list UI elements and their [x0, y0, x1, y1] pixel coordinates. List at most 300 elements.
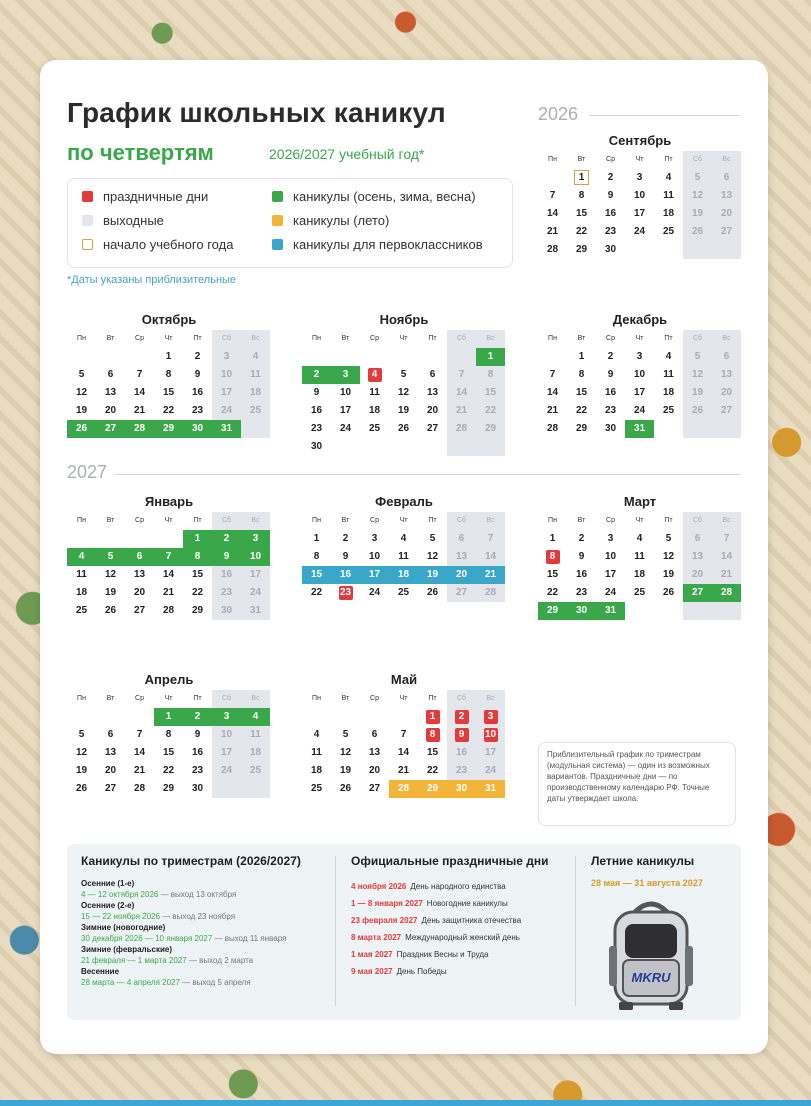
- weekday-header: Вт: [106, 335, 115, 342]
- day-cell: 29: [538, 602, 567, 620]
- day-cell: 23: [604, 405, 617, 416]
- day-cell: 13: [447, 548, 476, 566]
- empty-cell: [302, 708, 331, 726]
- trimester-name: Осенние (2-е): [81, 901, 135, 910]
- day-cell: 9: [194, 729, 201, 740]
- day-cell: 12: [397, 387, 410, 398]
- day-cell: 1: [313, 533, 320, 544]
- legend-item: [272, 237, 483, 252]
- day-cell: 17: [212, 384, 241, 402]
- day-cell: 24: [339, 423, 352, 434]
- trimester-dates: 4 — 12 октября 2026: [81, 890, 159, 899]
- day-cell: 7: [400, 729, 407, 740]
- weekday-header: Пт: [664, 335, 673, 342]
- day-cell: 15: [302, 566, 331, 584]
- empty-cell: [683, 420, 712, 438]
- weekday-header: Вт: [341, 517, 350, 524]
- day-cell: 16: [191, 387, 204, 398]
- day-cell: 23: [191, 765, 204, 776]
- day-cell: 19: [418, 566, 447, 584]
- day-cell: 17: [212, 744, 241, 762]
- day-cell: 7: [154, 548, 183, 566]
- weekday-header: Чт: [635, 335, 644, 342]
- day-cell: 21: [397, 765, 410, 776]
- empty-cell: [125, 348, 154, 366]
- day-cell: 15: [162, 387, 175, 398]
- day-cell: 26: [426, 587, 439, 598]
- day-cell: 21: [476, 566, 505, 584]
- year-label-2026: 2026: [538, 104, 579, 124]
- day-cell: 16: [604, 208, 617, 219]
- day-cell: 16: [212, 566, 241, 584]
- empty-cell: [389, 708, 418, 726]
- official-item: [351, 912, 571, 929]
- day-cell: 5: [78, 369, 85, 380]
- day-cell: 5: [665, 533, 672, 544]
- day-cell: 19: [104, 587, 117, 598]
- trimester-dates: 28 марта — 4 апреля 2027: [81, 978, 180, 987]
- day-cell: 13: [683, 548, 712, 566]
- day-cell: 18: [310, 765, 323, 776]
- weekday-header: Вт: [341, 695, 350, 702]
- day-cell: 3: [212, 348, 241, 366]
- day-cell: 3: [607, 533, 614, 544]
- year-label-2027: 2027: [67, 462, 108, 482]
- day-cell: 20: [447, 566, 476, 584]
- day-cell: 13: [133, 569, 146, 580]
- day-cell: 12: [75, 747, 88, 758]
- day-cell: 29: [162, 783, 175, 794]
- empty-cell: [302, 348, 331, 366]
- day-cell: 1: [549, 533, 556, 544]
- day-cell: 28: [389, 780, 418, 798]
- empty-cell: [125, 530, 154, 548]
- day-cell: 9: [313, 387, 320, 398]
- day-cell: 9: [607, 190, 614, 201]
- day-cell: 22: [476, 402, 505, 420]
- day-cell: 22: [546, 587, 559, 598]
- day-cell: 24: [604, 587, 617, 598]
- day-cell: 19: [662, 569, 675, 580]
- day-cell: 8: [476, 366, 505, 384]
- day-cell: 18: [662, 208, 675, 219]
- day-cell: 8: [165, 369, 172, 380]
- day-cell: 18: [389, 566, 418, 584]
- day-cell: 31: [625, 420, 654, 438]
- day-cell: 7: [476, 530, 505, 548]
- day-cell: 18: [241, 744, 270, 762]
- day-cell: 21: [546, 226, 559, 237]
- day-cell: 21: [162, 587, 175, 598]
- day-cell: 2: [607, 172, 614, 183]
- empty-cell: [389, 348, 418, 366]
- month-name: Октябрь: [141, 312, 197, 327]
- weekday-header: Вт: [106, 517, 115, 524]
- month-grid: [302, 690, 506, 798]
- day-cell: 10: [604, 551, 617, 562]
- day-cell: 30: [191, 783, 204, 794]
- day-cell: 4: [313, 729, 320, 740]
- legend-label: каникулы для первоклассников: [293, 237, 483, 252]
- day-cell: 18: [633, 569, 646, 580]
- month-calendar: [538, 131, 742, 259]
- day-cell: 5: [683, 348, 712, 366]
- day-cell: 8: [578, 190, 585, 201]
- day-cell: 11: [311, 747, 322, 758]
- backpack-illustration: [605, 898, 697, 1016]
- day-cell: 9: [607, 369, 614, 380]
- weekday-header: Пн: [548, 156, 557, 163]
- day-cell: 20: [426, 405, 439, 416]
- official-item: [351, 929, 571, 946]
- day-cell: 2: [183, 708, 212, 726]
- column-divider: [575, 856, 576, 1006]
- day-cell: 22: [191, 587, 204, 598]
- day-cell: 15: [575, 208, 588, 219]
- day-cell: 8: [183, 548, 212, 566]
- day-cell: 10: [212, 726, 241, 744]
- page-title: График школьных каникул: [67, 97, 446, 128]
- day-cell: 9: [342, 551, 349, 562]
- official-heading: Официальные праздничные дни: [351, 854, 549, 868]
- trimester-item: [81, 922, 321, 944]
- day-cell: 29: [154, 420, 183, 438]
- official-date: 1 мая 2027: [351, 950, 393, 959]
- day-cell: 3: [636, 351, 643, 362]
- day-cell: 7: [136, 369, 143, 380]
- day-cell: 23: [604, 226, 617, 237]
- day-cell: 28: [712, 584, 741, 602]
- day-cell: 20: [712, 205, 741, 223]
- day-cell: 21: [133, 765, 146, 776]
- month-calendar: [67, 492, 271, 620]
- day-cell: 19: [339, 765, 352, 776]
- empty-cell: [654, 420, 683, 438]
- day-cell: 19: [683, 384, 712, 402]
- day-cell: 16: [191, 747, 204, 758]
- trimester-dates: 15 — 22 ноября 2026: [81, 912, 160, 921]
- weekday-header: Вт: [577, 335, 586, 342]
- trimester-exit: — выход 23 ноября: [159, 912, 236, 921]
- official-item: [351, 895, 571, 912]
- trimester-exit: — выход 5 апреля: [179, 978, 251, 987]
- day-cell: 19: [397, 405, 410, 416]
- bottom-accent-bar: [0, 1100, 811, 1106]
- weekday-header: Пн: [77, 517, 86, 524]
- trimester-dates: 30 декабря 2026 — 10 января 2027: [81, 934, 213, 943]
- weekday-header: Чт: [399, 335, 408, 342]
- empty-cell: [125, 708, 154, 726]
- day-cell: 26: [104, 605, 117, 616]
- empty-cell: [683, 241, 712, 259]
- day-cell: 15: [162, 747, 175, 758]
- day-cell: 19: [75, 405, 88, 416]
- day-cell: 26: [397, 423, 410, 434]
- legend-label: выходные: [103, 213, 164, 228]
- month-calendar: [302, 310, 506, 456]
- weekday-header: Пн: [548, 335, 557, 342]
- weekday-header: Сб: [683, 151, 712, 169]
- month-name: Ноябрь: [379, 312, 429, 327]
- legend-swatch-gray: [82, 215, 93, 226]
- legend: [67, 178, 513, 268]
- day-cell: 11: [241, 366, 270, 384]
- legend-label: начало учебного года: [103, 237, 234, 252]
- day-cell: 25: [310, 783, 323, 794]
- day-cell: 6: [712, 169, 741, 187]
- day-cell: 1: [567, 169, 596, 187]
- official-date: 1 — 8 января 2027: [351, 899, 423, 908]
- day-cell: 28: [546, 244, 559, 255]
- day-cell: 27: [712, 223, 741, 241]
- day-cell: 18: [75, 587, 88, 598]
- day-cell: 21: [133, 405, 146, 416]
- weekday-header: Вт: [577, 517, 586, 524]
- day-cell: 28: [133, 783, 146, 794]
- day-cell: 23: [212, 584, 241, 602]
- day-cell: 7: [136, 729, 143, 740]
- empty-cell: [712, 420, 741, 438]
- day-cell: 13: [712, 366, 741, 384]
- day-cell: 1: [418, 708, 447, 726]
- empty-cell: [67, 348, 96, 366]
- school-year: 2026/2027 учебный год*: [269, 146, 425, 162]
- legend-label: каникулы (осень, зима, весна): [293, 189, 476, 204]
- day-cell: 25: [241, 762, 270, 780]
- empty-cell: [96, 708, 125, 726]
- weekday-header: Сб: [447, 512, 476, 530]
- summer-column: [591, 854, 731, 888]
- weekday-header: Вс: [241, 690, 270, 708]
- month-name: Март: [623, 494, 657, 509]
- day-cell: 13: [104, 387, 117, 398]
- day-cell: 9: [578, 551, 585, 562]
- weekday-header: Чт: [399, 695, 408, 702]
- day-cell: 6: [429, 369, 436, 380]
- day-cell: 27: [368, 783, 381, 794]
- day-cell: 2: [302, 366, 331, 384]
- official-date: 9 мая 2027: [351, 967, 393, 976]
- day-cell: 26: [67, 420, 96, 438]
- day-cell: 17: [604, 569, 617, 580]
- day-cell: 17: [241, 566, 270, 584]
- legend-label: праздничные дни: [103, 189, 209, 204]
- trimester-name: Весенние: [81, 967, 120, 976]
- empty-cell: [654, 241, 683, 259]
- day-cell: 1: [578, 351, 585, 362]
- day-cell: 2: [342, 533, 349, 544]
- legend-item: [82, 213, 164, 228]
- weekday-header: Чт: [164, 335, 173, 342]
- day-cell: 11: [398, 551, 409, 562]
- empty-cell: [67, 530, 96, 548]
- weekday-header: Вс: [712, 151, 741, 169]
- day-cell: 14: [476, 548, 505, 566]
- day-cell: 23: [575, 587, 588, 598]
- day-cell: 28: [476, 584, 505, 602]
- day-cell: 22: [575, 405, 588, 416]
- weekday-header: Пн: [312, 335, 321, 342]
- day-cell: 16: [310, 405, 323, 416]
- day-cell: 23: [310, 423, 323, 434]
- day-cell: 10: [633, 369, 646, 380]
- day-cell: 5: [683, 169, 712, 187]
- day-cell: 15: [426, 747, 439, 758]
- month-name: Декабрь: [612, 312, 668, 327]
- weekday-header: Пт: [664, 156, 673, 163]
- weekday-header: Сб: [447, 330, 476, 348]
- month-grid: [67, 690, 271, 798]
- month-calendar: [538, 310, 742, 438]
- trimester-exit: — выход 11 января: [212, 934, 287, 943]
- weekday-header: Пн: [77, 695, 86, 702]
- day-cell: 30: [604, 244, 617, 255]
- day-cell: 13: [712, 187, 741, 205]
- empty-cell: [625, 241, 654, 259]
- day-cell: 24: [368, 587, 381, 598]
- day-cell: 29: [418, 780, 447, 798]
- weekday-header: Вт: [106, 695, 115, 702]
- day-cell: 27: [96, 420, 125, 438]
- official-name: День народного единства: [410, 882, 506, 891]
- day-cell: 6: [125, 548, 154, 566]
- day-cell: 11: [663, 369, 674, 380]
- day-cell: 20: [104, 405, 117, 416]
- weekday-header: Пт: [193, 335, 202, 342]
- day-cell: 10: [476, 726, 505, 744]
- official-item: [351, 878, 571, 895]
- empty-cell: [447, 438, 476, 456]
- day-cell: 14: [546, 208, 559, 219]
- day-cell: 8: [578, 369, 585, 380]
- day-cell: 23: [447, 762, 476, 780]
- day-cell: 20: [712, 384, 741, 402]
- month-calendar: [302, 670, 506, 798]
- weekday-header: Ср: [370, 517, 379, 524]
- day-cell: 9: [447, 726, 476, 744]
- day-cell: 28: [447, 420, 476, 438]
- day-cell: 13: [426, 387, 439, 398]
- day-cell: 21: [447, 402, 476, 420]
- day-cell: 18: [662, 387, 675, 398]
- day-cell: 14: [447, 384, 476, 402]
- day-cell: 8: [418, 726, 447, 744]
- empty-cell: [360, 348, 389, 366]
- day-cell: 4: [636, 533, 643, 544]
- day-cell: 15: [476, 384, 505, 402]
- day-cell: 8: [165, 729, 172, 740]
- official-name: Новогодние каникулы: [426, 899, 508, 908]
- empty-cell: [418, 348, 447, 366]
- weekday-header: Вс: [476, 512, 505, 530]
- day-cell: 14: [397, 747, 410, 758]
- day-cell: 12: [683, 187, 712, 205]
- month-calendar: [67, 670, 271, 798]
- day-cell: 30: [447, 780, 476, 798]
- weekday-header: Пт: [428, 335, 437, 342]
- day-cell: 29: [575, 423, 588, 434]
- day-cell: 10: [368, 551, 381, 562]
- day-cell: 3: [636, 172, 643, 183]
- day-cell: 29: [476, 420, 505, 438]
- legend-item: [272, 213, 389, 228]
- day-cell: 30: [212, 602, 241, 620]
- day-cell: 29: [191, 605, 204, 616]
- day-cell: 26: [662, 587, 675, 598]
- day-cell: 14: [162, 569, 175, 580]
- day-cell: 24: [633, 226, 646, 237]
- day-cell: 25: [662, 405, 675, 416]
- legend-item: [82, 189, 208, 204]
- empty-cell: [538, 169, 567, 187]
- day-cell: 6: [683, 530, 712, 548]
- trimester-column: [81, 854, 321, 988]
- day-cell: 27: [133, 605, 146, 616]
- bag-logo-text: MKRU: [631, 970, 671, 985]
- day-cell: 9: [194, 369, 201, 380]
- day-cell: 7: [447, 366, 476, 384]
- column-divider: [335, 856, 336, 1006]
- info-note: Приблизительный график по триместрам (модульная система) — один из возможных вариантов. Праздничные дни — по производственному календарю РФ. Точные даты утверждает школа.: [538, 742, 736, 826]
- month-grid: [302, 330, 506, 456]
- day-cell: 20: [368, 765, 381, 776]
- day-cell: 16: [447, 744, 476, 762]
- month-grid: [67, 330, 271, 438]
- trimester-item: [81, 966, 321, 988]
- weekday-header: Пн: [312, 695, 321, 702]
- legend-item: [82, 237, 233, 252]
- weekday-header: Пт: [428, 517, 437, 524]
- weekday-header: Ср: [135, 335, 144, 342]
- weekday-header: Ср: [606, 517, 615, 524]
- day-cell: 27: [447, 584, 476, 602]
- day-cell: 4: [241, 348, 270, 366]
- empty-cell: [447, 348, 476, 366]
- empty-cell: [67, 708, 96, 726]
- day-cell: 12: [104, 569, 117, 580]
- day-cell: 31: [476, 780, 505, 798]
- official-date: 4 ноября 2026: [351, 882, 407, 891]
- day-cell: 30: [310, 441, 323, 452]
- day-cell: 20: [133, 587, 146, 598]
- day-cell: 30: [604, 423, 617, 434]
- weekday-header: Вс: [241, 330, 270, 348]
- day-cell: 22: [162, 765, 175, 776]
- day-cell: 2: [578, 533, 585, 544]
- year-divider: [115, 474, 740, 475]
- day-cell: 8: [538, 548, 567, 566]
- month-name: Февраль: [375, 494, 433, 509]
- day-cell: 3: [371, 533, 378, 544]
- day-cell: 2: [212, 530, 241, 548]
- trimester-name: Осенние (1-е): [81, 879, 135, 888]
- day-cell: 10: [212, 366, 241, 384]
- empty-cell: [683, 602, 712, 620]
- official-column: [351, 854, 571, 980]
- day-cell: 16: [575, 569, 588, 580]
- empty-cell: [712, 602, 741, 620]
- day-cell: 27: [104, 783, 117, 794]
- day-cell: 31: [212, 420, 241, 438]
- day-cell: 4: [360, 366, 389, 384]
- weekday-header: Чт: [635, 156, 644, 163]
- weekday-header: Чт: [399, 517, 408, 524]
- empty-cell: [154, 530, 183, 548]
- weekday-header: Вт: [341, 335, 350, 342]
- day-cell: 17: [339, 405, 352, 416]
- day-cell: 12: [662, 551, 675, 562]
- weekday-header: Сб: [447, 690, 476, 708]
